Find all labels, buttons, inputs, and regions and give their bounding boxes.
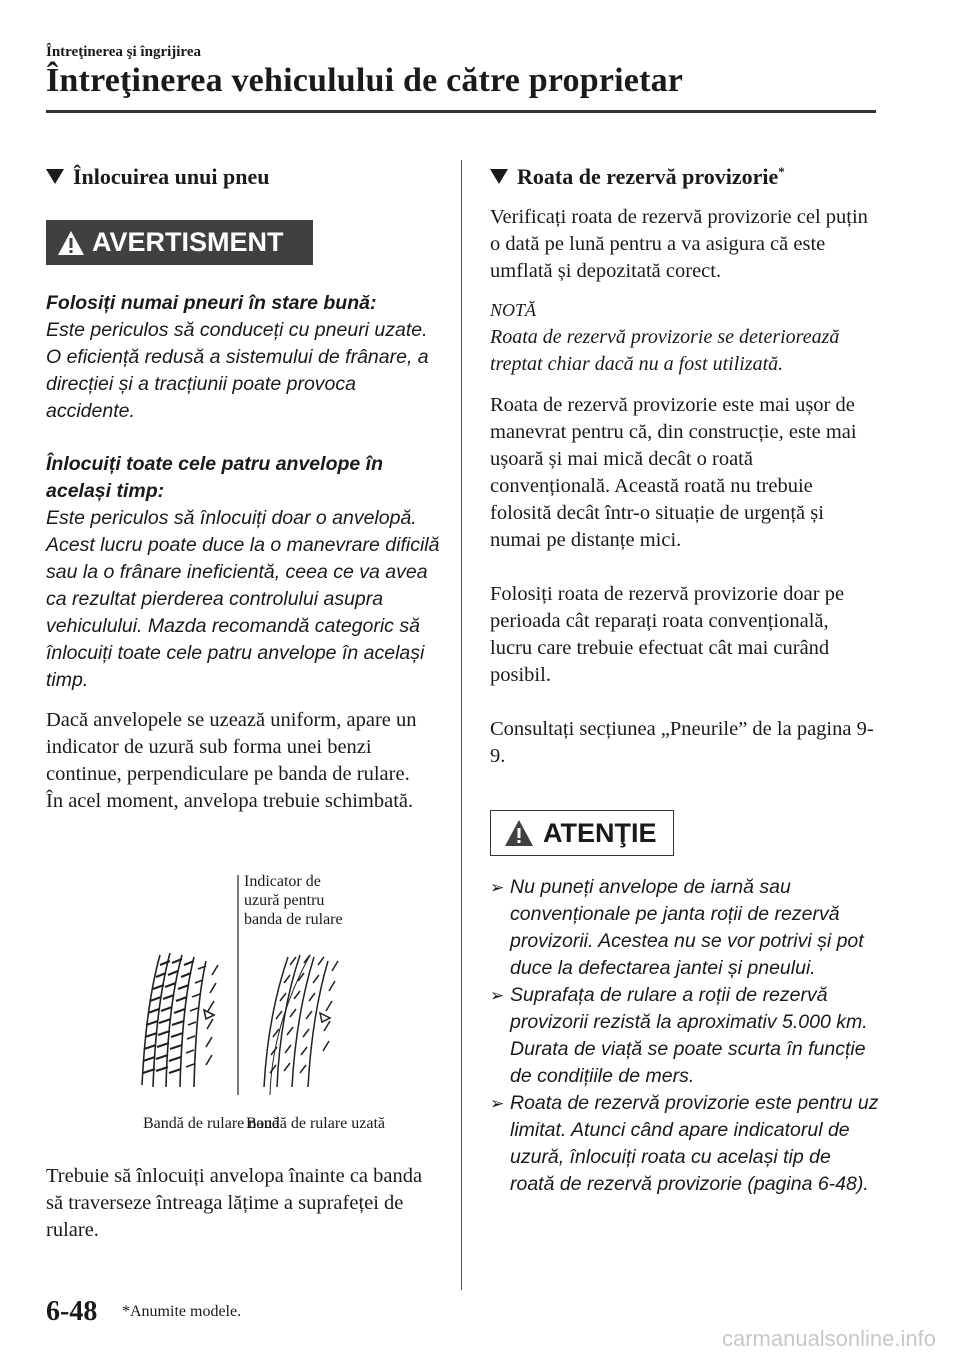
tread-wear-figure bbox=[120, 865, 380, 1095]
list-item: ➢ Nu puneți anvelope de iarnă sau convenționale pe janta roții de rezervă provizorii. Acestea nu se vor potrivi și pot duce la defectarea jantei și pneului. bbox=[490, 874, 880, 982]
paragraph: Consultați secțiunea „Pneurile” de la pagina 9-9. bbox=[490, 718, 874, 767]
caution-badge bbox=[490, 810, 674, 856]
wear-indicator-label: Indicator de uzură pentru banda de rulare bbox=[244, 873, 343, 928]
column-divider bbox=[461, 160, 462, 1290]
triangle-marker-icon bbox=[46, 169, 64, 184]
paragraph: Folosiți roata de rezervă provizorie doar pe perioada cât reparați roata convențională, lucru care trebuie efectuat cât mai curând posibil. bbox=[490, 583, 845, 686]
caution-content bbox=[490, 874, 880, 1198]
warning-badge bbox=[46, 220, 313, 265]
list-item: ➢ Roata de rezervă provizorie este pentru uz limitat. Atunci când apare indicatorul de uzură, înlocuiți roata cu același tip de roată de rezervă provizorie (pagina 6-48). bbox=[490, 1090, 880, 1198]
warning-label: AVERTISMENT bbox=[92, 227, 284, 257]
warning-2-title: Înlocuiți toate cele patru anvelope în același timp: bbox=[46, 453, 383, 502]
list-item: ➢ Suprafața de rulare a roții de rezervă provizorii rezistă la aproximativ 5.000 km. Durata de viață se poate scurta în funcție de condițiile de mers. bbox=[490, 982, 880, 1090]
caution-triangle-icon bbox=[503, 818, 535, 848]
worn-tread-pattern bbox=[264, 955, 338, 1095]
warning-triangle-icon bbox=[56, 229, 86, 257]
footnote: *Anumite modele. bbox=[122, 1303, 242, 1320]
warning-1-text: Este periculos să conduceți cu pneuri uzate. O eficiență redusă a sistemului de frânare, a direcției și a tracțiunii poate provoca accidente. bbox=[46, 319, 429, 422]
watermark: carmanualsonline.info bbox=[721, 1326, 936, 1351]
new-tread-label: Bandă de rulare nouă bbox=[143, 1115, 280, 1132]
paragraph: Roata de rezervă provizorie este mai ușor de manevrat pentru că, din construcție, este mai ușoară și mai mică decât o roată convențională. Această roată nu trebuie folosită decât într-o situație de urgență și numai pe distanțe mici. bbox=[490, 394, 857, 551]
section-heading-spare-wheel bbox=[490, 164, 785, 190]
paragraph: Trebuie să înlocuiți anvelopa înainte ca banda să traverseze întreaga lățime a suprafeței de rulare. bbox=[46, 1165, 423, 1241]
footnote-mark: * bbox=[778, 164, 785, 179]
left-body-text bbox=[46, 707, 441, 815]
title-rule bbox=[46, 110, 876, 113]
paragraph: Verificați roata de rezervă provizorie cel puțin o dată pe lună pentru a va asigura că este umflată și depozitată corect. bbox=[490, 206, 868, 282]
section-heading-text: Înlocuirea unui pneu bbox=[73, 164, 270, 189]
warning-2-text: Este periculos să înlocuiți doar o anvelopă. Acest lucru poate duce la o manevrare dificilă sau la o frânare ineficientă, ceea ce va avea ca rezultat pierderea controlului asupra vehiculului. Mazda recomandă categoric să înlocuiți toate cele patru anvelope în același timp. bbox=[46, 507, 440, 691]
right-body-text bbox=[490, 204, 875, 770]
triangle-marker-icon bbox=[490, 169, 508, 184]
breadcrumb: Întreţinerea şi îngrijirea bbox=[46, 44, 201, 60]
left-closing-text bbox=[46, 1163, 441, 1244]
new-tread-pattern bbox=[142, 953, 218, 1087]
warning-content bbox=[46, 290, 441, 694]
section-heading-tire-replacement bbox=[46, 164, 269, 190]
warning-1-title: Folosiți numai pneuri în stare bună: bbox=[46, 292, 377, 314]
paragraph: Dacă anvelopele se uzează uniform, apare un indicator de uzură sub forma unei benzi continue, perpendiculare pe banda de rulare. bbox=[46, 709, 417, 785]
page-title: Întreţinerea vehiculului de către proprietar bbox=[46, 62, 684, 99]
section-heading-text: Roata de rezervă provizorie bbox=[517, 164, 779, 189]
note-text: Roata de rezervă provizorie se deteriorează treptat chiar dacă nu a fost utilizată. bbox=[490, 326, 840, 375]
worn-tread-label: Bandă de rulare uzată bbox=[246, 1115, 386, 1132]
caution-list bbox=[490, 874, 880, 1198]
note-title: NOTĂ bbox=[490, 300, 537, 320]
paragraph: În acel moment, anvelopa trebuie schimbată. bbox=[46, 790, 414, 812]
caution-label: ATENŢIE bbox=[543, 817, 657, 848]
page-number: 6-48 bbox=[46, 1296, 98, 1327]
